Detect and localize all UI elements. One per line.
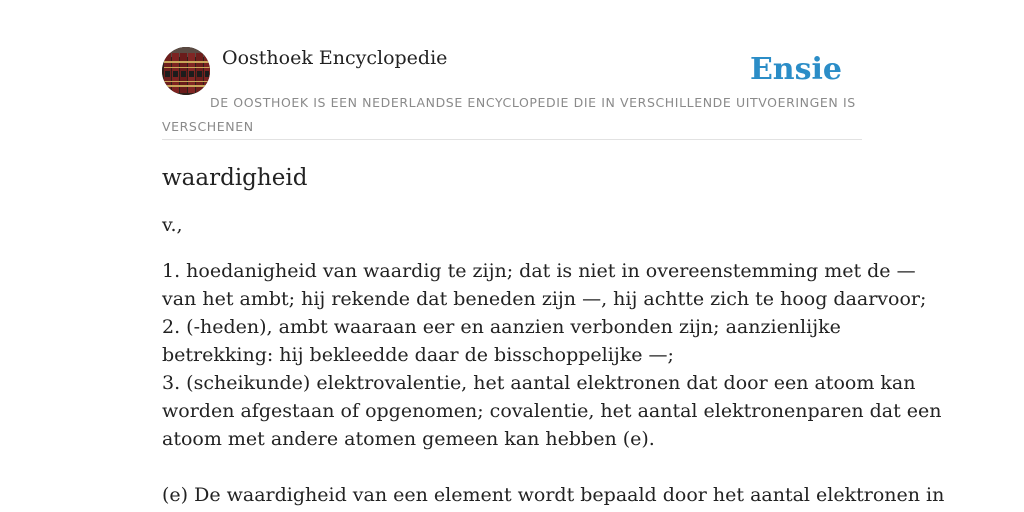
definition-line: 1. hoedanigheid van waardig te zijn; dat is niet in overeenstemming met de — — [162, 260, 916, 282]
paragraph-spacer — [162, 453, 862, 481]
brand-logo-link[interactable]: Ensie — [749, 52, 842, 87]
definition-line: van het ambt; hij rekende dat beneden zijn —, hij achtte zich te hoog daarvoor; — [162, 288, 927, 310]
definition-line: 2. (-heden), ambt waaraan eer en aanzien verbonden zijn; aanzienlijke — [162, 316, 841, 338]
entry-title: waardigheid — [162, 165, 308, 191]
encyclopedia-books-icon — [162, 47, 210, 95]
source-description: DE OOSTHOEK IS EEN NEDERLANDSE ENCYCLOPEDIE DIE IN VERSCHILLENDE UITVOERINGEN IS VERSCHENEN — [162, 95, 856, 134]
definition-line: betrekking: hij bekleedde daar de bisschoppelijke —; — [162, 344, 674, 366]
source-title-link[interactable]: Oosthoek Encyclopedie — [222, 47, 448, 69]
definition-line: 3. (scheikunde) elektrovalentie, het aantal elektronen dat door een atoom kan — [162, 372, 916, 394]
source-header — [162, 46, 862, 140]
definition-line: atoom met andere atomen gemeen kan hebben (e). — [162, 428, 655, 450]
source-avatar[interactable] — [162, 47, 210, 95]
definition — [162, 257, 945, 509]
note-line: (e) De waardigheid van een element wordt bepaald door het aantal elektronen in — [162, 484, 945, 506]
entry-content — [162, 160, 945, 509]
definition-line: worden afgestaan of opgenomen; covalentie, het aantal elektronenparen dat een — [162, 400, 942, 422]
part-of-speech: v., — [162, 214, 183, 236]
